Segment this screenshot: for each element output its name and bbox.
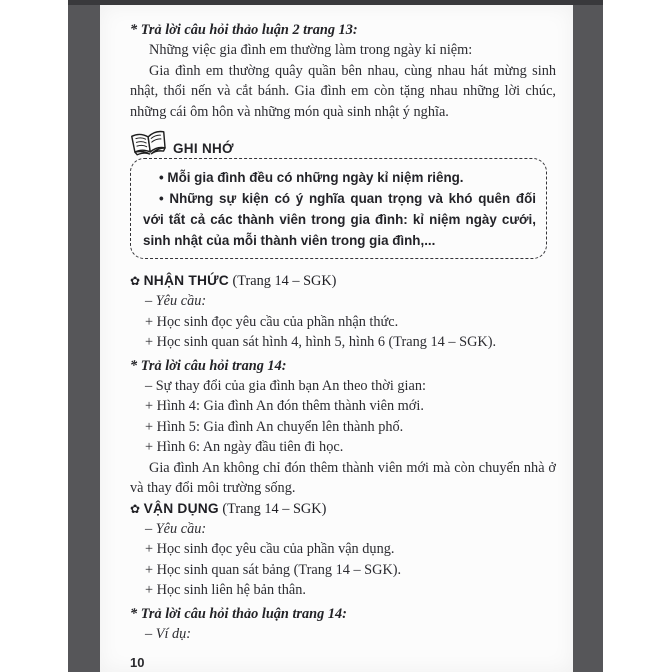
van-dung-item: + Học sinh đọc yêu cầu của phần vận dụng. bbox=[145, 541, 395, 558]
van-dung-yeu-cau: – Yêu cầu: bbox=[145, 520, 207, 537]
background-left-bar bbox=[68, 0, 100, 672]
q14-line: + Hình 5: Gia đình An chuyển lên thành phố. bbox=[145, 418, 404, 435]
book-page bbox=[100, 5, 573, 672]
flower-icon: ✿ bbox=[130, 274, 141, 289]
q14-line: – Sự thay đổi của gia đình bạn An theo thời gian: bbox=[145, 378, 426, 395]
open-book-icon bbox=[128, 126, 170, 161]
q14-heading: * Trả lời câu hỏi trang 14: bbox=[130, 357, 287, 374]
nhan-thuc-item: + Học sinh đọc yêu cầu của phần nhận thức. bbox=[145, 313, 399, 330]
section-page-ref: (Trang 14 – SGK) bbox=[222, 500, 327, 517]
van-dung-item: + Học sinh quan sát bảng (Trang 14 – SGK). bbox=[145, 561, 402, 578]
q14-line: + Hình 4: Gia đình An đón thêm thành viên mới. bbox=[145, 398, 424, 415]
ghi-nho-bullet: • Những sự kiện có ý nghĩa quan trọng và khó quên đối với tất cả các thành viên trong gia đình: kỉ niệm ngày cưới, sinh nhật của mỗi thành viên trong gia đình,... bbox=[143, 191, 536, 249]
van-dung-item: + Học sinh liên hệ bản thân. bbox=[145, 582, 306, 599]
q14-conclusion-paragraph: Gia đình An không chỉ đón thêm thành viên mới mà còn chuyển nhà ở và thay đổi môi trường sống. bbox=[130, 459, 556, 497]
page-number: 10 bbox=[130, 655, 145, 671]
background-top-strip bbox=[68, 0, 603, 5]
ghi-nho-header bbox=[130, 122, 556, 156]
section-page-ref: (Trang 14 – SGK) bbox=[232, 273, 337, 290]
q13-intro-line: Những việc gia đình em thường làm trong ngày kỉ niệm: bbox=[149, 42, 473, 59]
background-right-bar bbox=[573, 0, 603, 672]
section-heading-nhan-thuc bbox=[130, 271, 556, 291]
q13-discussion-heading: * Trả lời câu hỏi thảo luận 2 trang 13: bbox=[130, 22, 358, 38]
flower-icon: ✿ bbox=[130, 501, 141, 516]
section-heading-van-dung bbox=[130, 499, 556, 519]
ghi-nho-bullet: • Mỗi gia đình đều có những ngày kỉ niệm riêng. bbox=[159, 170, 464, 186]
ghi-nho-box bbox=[130, 158, 547, 259]
vi-du-line: – Ví dụ: bbox=[145, 625, 192, 642]
q13-answer-paragraph: Gia đình em thường quây quần bên nhau, cùng nhau hát mừng sinh nhật, thổi nến và cắt bánh. Gia đình em còn tặng nhau những lời chúc, những cái ôm hôn và những món quà sinh nhật ý nghĩa. bbox=[130, 62, 556, 120]
q14-line: + Hình 6: An ngày đầu tiên đi học. bbox=[145, 439, 344, 456]
q14-thao-luan-heading: * Trả lời câu hỏi thảo luận trang 14: bbox=[130, 605, 347, 622]
section-title: VẬN DỤNG bbox=[143, 500, 219, 516]
section-title: NHẬN THỨC bbox=[143, 273, 229, 289]
ghi-nho-label: GHI NHỚ bbox=[173, 141, 234, 157]
nhan-thuc-yeu-cau: – Yêu cầu: bbox=[145, 293, 207, 310]
nhan-thuc-item: + Học sinh quan sát hình 4, hình 5, hình 6 (Trang 14 – SGK). bbox=[145, 334, 497, 351]
